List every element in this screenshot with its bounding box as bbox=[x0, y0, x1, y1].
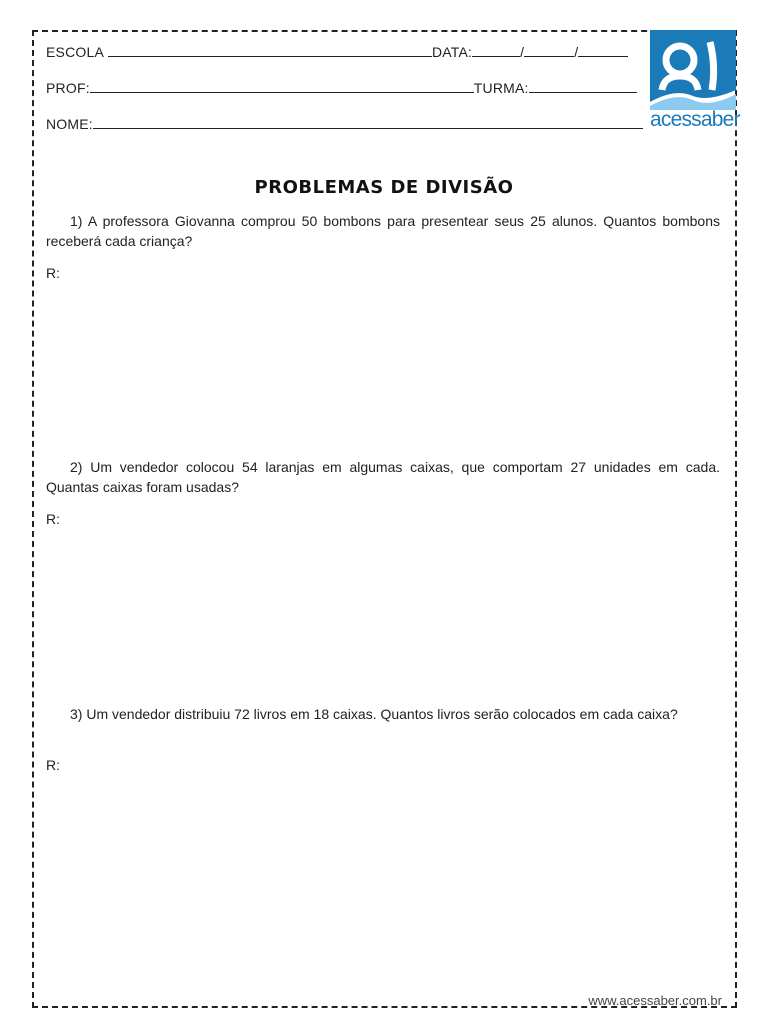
date-separator: / bbox=[520, 44, 525, 60]
nome-label: NOME: bbox=[46, 116, 93, 132]
date-month-field[interactable] bbox=[524, 55, 574, 57]
escola-label: ESCOLA bbox=[46, 44, 104, 60]
escola-row bbox=[46, 44, 628, 60]
turma-field[interactable] bbox=[529, 91, 637, 93]
answer-label-3: R: bbox=[46, 757, 60, 773]
date-day-field[interactable] bbox=[472, 55, 520, 57]
nome-field[interactable] bbox=[93, 127, 643, 129]
question-3: 3) Um vendedor distribuiu 72 livros em 18 caixas. Quantos livros serão colocados em cada caixa? bbox=[70, 706, 678, 722]
prof-row bbox=[46, 80, 637, 96]
answer-label-1: R: bbox=[46, 265, 60, 281]
answer-label-2: R: bbox=[46, 511, 60, 527]
date-year-field[interactable] bbox=[578, 55, 628, 57]
turma-label: TURMA: bbox=[473, 80, 529, 96]
question-2: 2) Um vendedor colocou 54 laranjas em algumas caixas, que comportam 27 unidades em cada. Quantas caixas foram usadas? bbox=[46, 459, 720, 495]
question-1: 1) A professora Giovanna comprou 50 bombons para presentear seus 25 alunos. Quantos bombons receberá cada criança? bbox=[46, 213, 720, 249]
page-title: PROBLEMAS DE DIVISÃO bbox=[254, 177, 514, 198]
date-separator: / bbox=[574, 44, 579, 60]
data-label: DATA: bbox=[432, 44, 473, 60]
escola-field[interactable] bbox=[108, 55, 432, 57]
prof-label: PROF: bbox=[46, 80, 90, 96]
footer-url: www.acessaber.com.br bbox=[588, 993, 722, 1008]
nome-row bbox=[46, 116, 643, 132]
logo-text: acessaber bbox=[650, 108, 740, 131]
prof-field[interactable] bbox=[90, 91, 474, 93]
